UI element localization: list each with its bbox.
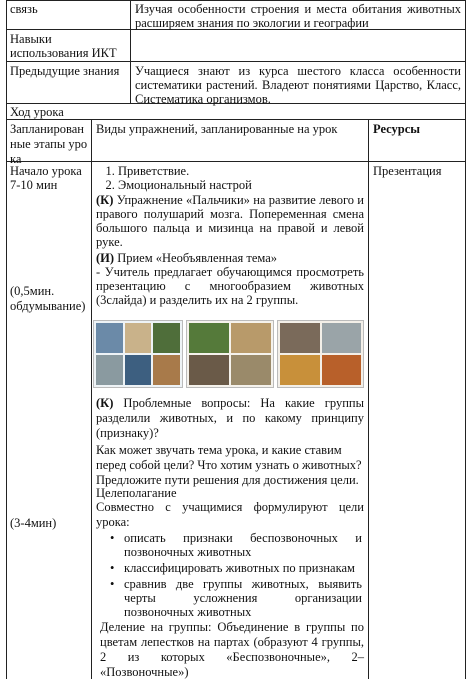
i-marker: (И) (96, 251, 115, 265)
bullet-icon: • (110, 561, 115, 575)
stage-start: Начало урока 7-10 мин (10, 164, 82, 192)
k2-marker: (К) (96, 396, 114, 410)
lesson-title: Ход урока (10, 105, 64, 119)
rule-top-split (130, 0, 131, 103)
connection-label: связь (10, 2, 38, 16)
topic-question: Как может звучать тема урока, и какие ставим перед собой цели? Что хотим узнать о животных? Предложите пути решения для достижения цели. (96, 443, 362, 487)
teacher-instruction: - Учитель предлагает обучающимся просмотреть презентацию с многообразием животных (3слайда) и разделить их на 2 группы. (96, 265, 364, 307)
rule-left (6, 0, 7, 679)
goal-list (104, 531, 362, 619)
rule-stage-split (91, 119, 92, 679)
slide-image-2 (186, 320, 274, 388)
header-activities: Виды упражнений, запланированные на урок (96, 122, 338, 136)
intro-item-greeting: 1. Приветствие. (118, 164, 384, 178)
k1-text: Упражнение «Пальчики» на развитие левого и правого полушарий мозга. Попеременная смена большого пальца и мизинца на правой и левой руке. (96, 193, 364, 249)
group-division: Деление на группы: Объединение в группы по цветам лепестков на партах (образуют 4 группы, 2 из которых «Беспозвоночные», 2– «Позвоночные») (100, 620, 364, 679)
unannounced-topic (96, 251, 364, 265)
intro-item-mood: 2. Эмоциональный настрой (118, 178, 384, 192)
goal-intro: Совместно с учащимися формулируют цели урока: (96, 500, 364, 529)
header-resources: Ресурсы (373, 122, 421, 136)
connection-text: Изучая особенности строения и места обитания животных расширяем знания по экологии и географии (135, 2, 461, 30)
stage-think: (0,5мин. обдумывание) (10, 284, 86, 313)
goal-item: • описать признаки беспозвоночных и позвоночных животных (110, 531, 362, 559)
k2-text: Проблемные вопросы: На какие группы разделили животных, и по какому принципу (признаку)? (96, 396, 364, 440)
ict-label: Навыки использования ИКТ (10, 32, 117, 60)
rule-right (465, 0, 466, 679)
prior-knowledge-text: Учащиеся знают из курса шестого класса особенности систематики растений. Владеют понятиями Царство, Класс, Систематика организмов. (135, 64, 461, 106)
problem-questions (96, 396, 364, 441)
header-stages: Запланированные этапы урока (10, 122, 88, 166)
bullet-icon: • (110, 577, 115, 591)
slide-image-3 (277, 320, 364, 388)
k1-marker: (К) (96, 193, 114, 207)
bullet-icon: • (110, 531, 115, 545)
slide-image-1 (93, 320, 183, 388)
i-text: Прием «Необъявленная тема» (114, 251, 278, 265)
goal-item: • классифицировать животных по признакам (110, 561, 355, 575)
rule-resource-split (368, 119, 369, 679)
stage-3-4: (3-4мин) (10, 516, 57, 530)
rule-top (6, 0, 466, 1)
intro-list (96, 164, 384, 192)
resource-presentation: Презентация (373, 164, 442, 178)
rule-2 (6, 61, 466, 62)
goal-heading: Целеполагание (96, 486, 177, 500)
fingers-exercise (96, 193, 364, 249)
prior-knowledge-label: Предыдущие знания (10, 64, 120, 78)
rule-4 (6, 119, 466, 120)
goal-item: • сравнив две группы животных, выявить черты усложнения организации позвоночных животных (110, 577, 362, 619)
